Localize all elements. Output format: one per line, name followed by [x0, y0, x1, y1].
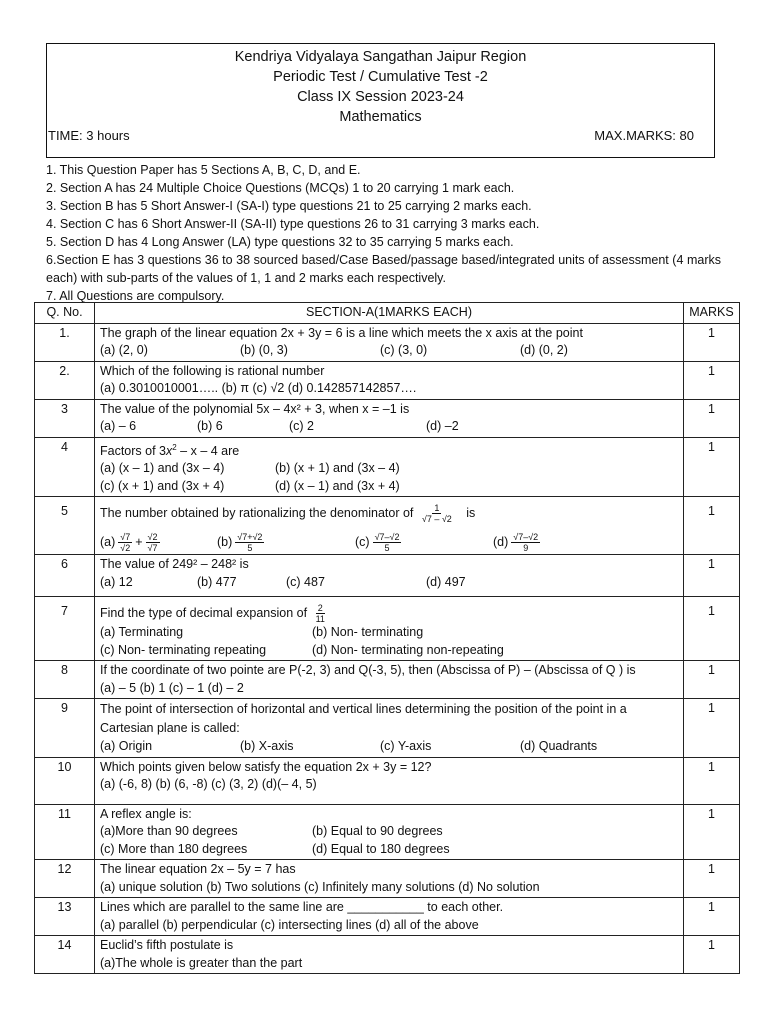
table-header-row — [35, 303, 740, 324]
option: (c) Non- terminating repeating — [100, 642, 267, 657]
question-cell — [95, 323, 684, 361]
table-row — [35, 497, 740, 555]
question-options — [100, 342, 678, 360]
option — [217, 532, 355, 553]
fraction-numerator: √7–√2 — [374, 532, 400, 543]
option: (c) 487 — [286, 574, 325, 589]
option: (d) Quadrants — [520, 739, 598, 754]
question-text: The graph of the linear equation 2x + 3y = 6 is a line which meets the x axis at the point — [100, 325, 583, 340]
fraction-denominator: 5 — [384, 543, 390, 554]
question-text-part: Find the type of decimal expansion of — [100, 605, 308, 620]
question-number: 8 — [35, 661, 95, 699]
question-text: Euclid’s fifth postulate is — [100, 938, 234, 953]
table-row — [35, 437, 740, 497]
question-text: Which points given below satisfy the equation 2x + 3y = 12? — [100, 759, 432, 774]
fraction — [146, 532, 160, 553]
option: (b) Equal to 90 degrees — [312, 824, 443, 839]
question-options — [100, 574, 678, 592]
fraction-denominator: 9 — [523, 543, 529, 554]
question-options: (a)The whole is greater than the part — [100, 955, 303, 970]
question-number: 3 — [35, 399, 95, 437]
instructions — [46, 161, 721, 305]
fraction — [314, 603, 327, 624]
option: (a) (x – 1) and (3x – 4) — [100, 461, 225, 476]
question-text-part: Factors of 3 — [100, 443, 166, 458]
option: (a) 12 — [100, 574, 133, 589]
question-text-part: is — [466, 505, 476, 520]
question-marks: 1 — [684, 597, 740, 661]
instruction-item: 1. This Question Paper has 5 Sections A, B, C, D, and E. — [46, 163, 361, 177]
fraction-numerator: √7+√2 — [237, 532, 263, 543]
table-row — [35, 860, 740, 898]
question-cell — [95, 757, 684, 804]
question-cell — [95, 936, 684, 974]
option — [493, 532, 610, 553]
question-options: (a) 0.3010010001….. (b) π (c) √2 (d) 0.142857142857…. — [100, 381, 417, 395]
question-text: If the coordinate of two pointe are P(-2, 3) and Q(-3, 5), then (Abscissa of P) – (Abscissa of Q ) is — [100, 663, 636, 678]
fraction-numerator: √2 — [147, 532, 158, 543]
fraction — [373, 532, 402, 553]
option: (c) (x + 1) and (3x + 4) — [100, 478, 225, 493]
question-cell — [95, 497, 684, 555]
table-row — [35, 936, 740, 974]
question-cell — [95, 399, 684, 437]
table-row — [35, 661, 740, 699]
option — [355, 532, 493, 553]
table-row — [35, 898, 740, 936]
option: (c) Y-axis — [380, 739, 432, 754]
question-text — [100, 603, 678, 624]
question-marks: 1 — [684, 699, 740, 758]
question-text: Which of the following is rational number — [100, 363, 325, 378]
option: (d) Equal to 180 degrees — [312, 841, 450, 856]
question-number: 12 — [35, 860, 95, 898]
option: (d) Non- terminating non-repeating — [312, 642, 504, 657]
fraction-denominator: √7 – √2 — [421, 514, 452, 525]
fraction-denominator: 5 — [247, 543, 253, 554]
time-label: TIME: 3 hours — [48, 128, 130, 143]
table-row — [35, 804, 740, 860]
question-number: 6 — [35, 555, 95, 597]
instruction-item: 2. Section A has 24 Multiple Choice Questions (MCQs) 1 to 20 carrying 1 mark each. — [46, 181, 515, 195]
question-text — [100, 503, 678, 524]
paper-header — [46, 43, 715, 158]
option: (d) (x – 1) and (3x + 4) — [275, 478, 400, 493]
option: (b) (0, 3) — [240, 343, 288, 357]
table-row — [35, 699, 740, 758]
question-cell — [95, 898, 684, 936]
question-cell — [95, 597, 684, 661]
question-options — [100, 460, 678, 478]
instruction-item: 6.Section E has 3 questions 36 to 38 sourced based/Case Based/passage based/integrated units of assessment (4 marks each) with sub-parts of the values of 1, 1 and 2 marks each respectively. — [46, 253, 721, 285]
fraction-denominator: √2 — [120, 543, 131, 554]
question-marks: 1 — [684, 323, 740, 361]
fraction-numerator: 1 — [434, 503, 440, 514]
question-marks: 1 — [684, 661, 740, 699]
option-label: (d) — [493, 534, 509, 549]
option: (b) Non- terminating — [312, 625, 424, 640]
question-text-part: – x – 4 are — [176, 443, 240, 458]
option: (a)More than 90 degrees — [100, 824, 238, 839]
col-header-qno: Q. No. — [35, 303, 95, 324]
question-text: Lines which are parallel to the same line are ___________ to each other. — [100, 900, 504, 915]
instruction-item: 3. Section B has 5 Short Answer-I (SA-I) type questions 21 to 25 carrying 2 marks each. — [46, 199, 532, 213]
question-number: 9 — [35, 699, 95, 758]
question-number: 5 — [35, 497, 95, 555]
fraction-denominator: 11 — [315, 614, 325, 625]
question-marks: 1 — [684, 555, 740, 597]
option: (a) – 6 — [100, 419, 137, 433]
question-marks: 1 — [684, 898, 740, 936]
question-marks: 1 — [684, 757, 740, 804]
option-label: (c) — [355, 534, 370, 549]
question-number: 2. — [35, 361, 95, 399]
question-cell — [95, 804, 684, 860]
question-text-part: The number obtained by rationalizing the denominator of — [100, 505, 414, 520]
question-options: (a) unique solution (b) Two solutions (c) Infinitely many solutions (d) No solution — [100, 879, 540, 894]
fraction-numerator: √7–√2 — [513, 532, 539, 543]
question-options — [100, 738, 678, 756]
fraction-denominator: √7 — [147, 543, 158, 554]
question-options — [100, 841, 678, 859]
question-number: 14 — [35, 936, 95, 974]
question-marks: 1 — [684, 860, 740, 898]
option: (a) Terminating — [100, 625, 184, 640]
subject: Mathematics — [339, 109, 422, 125]
question-cell — [95, 361, 684, 399]
question-number: 10 — [35, 757, 95, 804]
option: (a) $\frac{√7}{√2}$ + $\frac{√2}{√7}$ — [100, 532, 158, 554]
option: (a) (2, 0) — [100, 343, 148, 357]
question-text: The point of intersection of horizontal and vertical lines determining the position of the point in a Cartesian plane is called: — [100, 702, 627, 736]
option-label: (b) — [217, 534, 233, 549]
option: (b) (x + 1) and (3x – 4) — [275, 461, 400, 476]
option: (d) –2 — [426, 419, 459, 433]
question-cell — [95, 437, 684, 497]
question-number: 1. — [35, 323, 95, 361]
option: (b) 477 — [197, 574, 237, 589]
school-name: Kendriya Vidyalaya Sangathan Jaipur Region — [234, 49, 527, 65]
question-text: Factors of $3x^2$ – x – 4 are — [100, 442, 240, 458]
question-text: The value of the polynomial 5x – 4x² + 3, when x = –1 is — [100, 401, 410, 416]
option: (c) 2 — [289, 419, 314, 433]
question-marks: 1 — [684, 936, 740, 974]
fraction — [420, 503, 454, 524]
class-session: Class IX Session 2023-24 — [297, 89, 464, 105]
exponent: 2 — [172, 442, 177, 452]
option: (b) X-axis — [240, 739, 294, 754]
question-options — [100, 642, 678, 660]
col-header-marks: MARKS — [684, 303, 740, 324]
option: (b) 6 — [197, 419, 223, 433]
option-label: (a) — [100, 534, 116, 549]
fraction — [118, 532, 132, 553]
question-number: 13 — [35, 898, 95, 936]
question-text: The linear equation 2x – 5y = 7 has — [100, 862, 296, 877]
instruction-item: 5. Section D has 4 Long Answer (LA) type questions 32 to 35 carrying 5 marks each. — [46, 235, 514, 249]
question-options: (a) – 5 (b) 1 (c) – 1 (d) – 2 — [100, 680, 244, 695]
option: (a) Origin — [100, 739, 153, 754]
question-options — [100, 418, 678, 436]
test-name: Periodic Test / Cumulative Test -2 — [273, 69, 488, 85]
question-options — [100, 478, 678, 496]
table-row — [35, 361, 740, 399]
question-options: (a) (-6, 8) (b) (6, -8) (c) (3, 2) (d)(– 4, 5) — [100, 777, 317, 792]
question-cell — [95, 661, 684, 699]
question-cell — [95, 699, 684, 758]
time-marks-row — [47, 128, 714, 146]
question-number: 7 — [35, 597, 95, 661]
instruction-item: 7. All Questions are compulsory. — [46, 289, 225, 303]
questions-table — [34, 302, 740, 974]
question-marks: 1 — [684, 437, 740, 497]
question-options — [100, 624, 678, 642]
table-row — [35, 399, 740, 437]
fraction — [511, 532, 540, 553]
table-row — [35, 757, 740, 804]
fraction-numerator: √7 — [120, 532, 131, 543]
question-marks: 1 — [684, 497, 740, 555]
col-header-section: SECTION-A(1MARKS EACH) — [95, 303, 684, 324]
option: (c) (3, 0) — [380, 343, 428, 357]
question-text: A reflex angle is: — [100, 806, 192, 821]
fraction-numerator: 2 — [317, 603, 323, 614]
max-marks-label: MAX.MARKS: 80 — [594, 128, 694, 143]
question-cell — [95, 860, 684, 898]
question-marks: 1 — [684, 399, 740, 437]
question-marks: 1 — [684, 804, 740, 860]
table-row — [35, 323, 740, 361]
question-number: 4 — [35, 437, 95, 497]
question-options: (a) parallel (b) perpendicular (c) intersecting lines (d) all of the above — [100, 917, 479, 932]
question-options — [100, 532, 678, 553]
question-cell — [95, 555, 684, 597]
question-marks: 1 — [684, 361, 740, 399]
question-number: 11 — [35, 804, 95, 860]
question-text: The value of 249² – 248² is — [100, 557, 249, 572]
fraction — [235, 532, 264, 553]
instruction-item: 4. Section C has 6 Short Answer-II (SA-II) type questions 26 to 31 carrying 3 marks each. — [46, 217, 540, 231]
table-row — [35, 555, 740, 597]
table-row — [35, 597, 740, 661]
option: (d) (0, 2) — [520, 343, 568, 357]
question-options — [100, 823, 678, 841]
option: (c) More than 180 degrees — [100, 841, 248, 856]
option: (d) 497 — [426, 574, 466, 589]
